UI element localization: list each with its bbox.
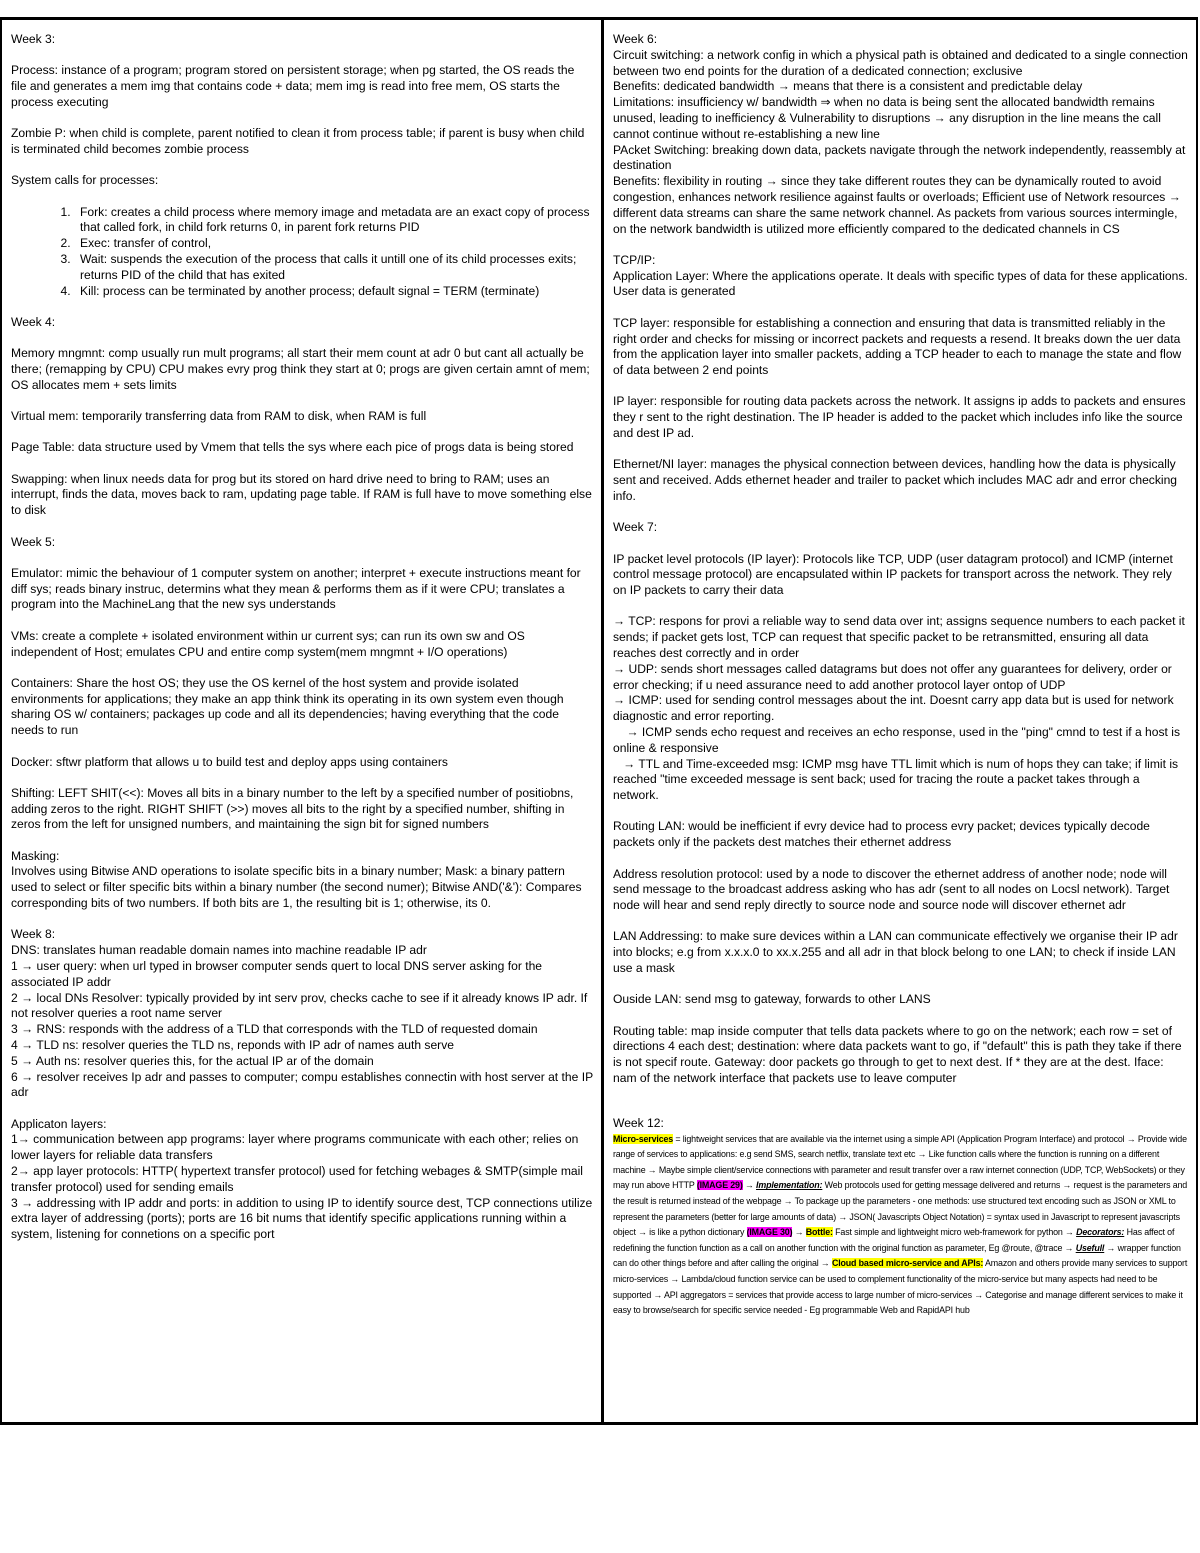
process-note: Process: instance of a program; program stored on persistent storage; when pg started, the OS reads the file and generates a mem img that contains code + data; mem img is read into free mem, OS starts the process executing bbox=[11, 63, 575, 109]
app-layers-line: 2→ app layer protocols: HTTP( hypertext transfer protocol) used for fetching webages & SMTP(simple mail transfer protocol) used for sending emails bbox=[11, 1164, 583, 1194]
implementation-label: Implementation: bbox=[756, 1180, 823, 1191]
week12-paragraph bbox=[613, 1132, 1188, 1319]
memory-note: Memory mngmnt: comp usually run mult programs; all start their mem count at adr 0 but cant all actually be there; (remapping by CPU) CPU makes evry prog think they start at 0; progs are given certain amnt of mem; OS allocates mem + sets limits bbox=[11, 346, 590, 392]
protocol-line: → ICMP sends echo request and receives an echo response, used in the "ping" cmnd to test if a host is online & responsive bbox=[613, 724, 1184, 755]
shifting-note: Shifting: LEFT SHIT(<<): Moves all bits in a binary number to the left by a specified number of positiobns, adding zeros to the right. RIGHT SHIFT (>>) moves all bits to the right by a specified number, shifting in zeros from the left for unsigned numbers, and maintaining the sign bit for signed numbers bbox=[11, 785, 574, 832]
outside-lan-note: Ouside LAN: send msg to gateway, forwards to other LANS bbox=[613, 992, 931, 1007]
lan-addressing-note: LAN Addressing: to make sure devices within a LAN can communicate effectively we organise their IP adr into blocks; e.g from x.x.x.0 to xx.x.255 and all adr in that block belong to one LAN; to check if inside LAN use a mask bbox=[613, 929, 1178, 976]
swapping-note: Swapping: when linux needs data for prog but its stored on hard drive need to bring to RAM; uses an interrupt, finds the data, moves back to ram, updating page table. If RAM is full have to move something else to disk bbox=[11, 471, 592, 518]
week6-heading: Week 6: bbox=[613, 32, 658, 46]
protocol-line: → TCP: respons for provi a reliable way to send data over int; assigns sequence numbers to each packet it sends; if packet gets lost, TCP can request that specific packet to be retransmitted, ensuring all data reaches dest correctly and in order bbox=[613, 614, 1185, 660]
list-item: 1. Fork: creates a child process where memory image and metadata are an exact copy of process that called fork, in child fork returns 0, in parent fork returns PID bbox=[74, 205, 593, 237]
protocol-line: → TTL and Time-exceeded msg: ICMP msg have TTL limit which is num of hops they can take; if limit is reached "time exceeded message is sent back; used for tracing the route a packet takes through a network. bbox=[613, 756, 1182, 803]
image-30-ref: (IMAGE 30) bbox=[746, 1227, 793, 1238]
vms-note: VMs: create a complete + isolated environment within ur current sys; can run its own sw and OS independent of Host; emulates CPU and entire comp system(mem mngmnt + I/O operations) bbox=[11, 628, 525, 659]
week6-line: Circuit switching: a network config in which a physical path is obtained and dedicated to a single connection between two end points for the duration of a dedicated connection; exclusive bbox=[613, 47, 1188, 78]
ip-packet-note: IP packet level protocols (IP layer): Protocols like TCP, UDP (user datagram protocol) and ICMP (internet control message protocol) are encapsulated within IP packets for transport across the network. They rely on IP packets to carry their data bbox=[613, 551, 1173, 598]
week6-line: Benefits: dedicated bandwidth → means that there is a consistent and predictable delay bbox=[613, 79, 1083, 94]
ip-layer-note: IP layer: responsible for routing data packets across the network. It assigns ip adds to packets and ensures they r sent to the right destination. The IP header is added to the packet which includes info like the source and dest IP ad. bbox=[613, 394, 1186, 441]
week8-line: DNS: translates human readable domain names into machine readable IP adr bbox=[11, 943, 427, 958]
containers-note: Containers: Share the host OS; they use the OS kernel of the host system and provide isolated environments for applications; they make an app think think its operating in its own system even though sharing OS w/ containers; packages up code and all its dependencies; having everything that the code needs to run bbox=[11, 675, 564, 738]
arp-note: Address resolution protocol: used by a node to discover the ethernet address of another node; node will send message to the broadcast address asking who has adr (sent to all nodes on Locsl network). Target node will hear and send reply directly to source node and source node will discover ethernet adr bbox=[613, 866, 1170, 913]
protocol-line: → UDP: sends short messages called datagrams but does not offer any guarantees for delivery, order or error checking; if u need assurance need to add another protocol layer ontop of UDP bbox=[613, 661, 1172, 692]
week5-heading: Week 5: bbox=[11, 534, 56, 549]
masking-note: Involves using Bitwise AND operations to isolate specific bits in a binary number; Mask: a binary pattern used to select or filter specific bits within a binary number (the second numer); Bitwise AND('&'): Compares corresponding bits of two numbers. If both bits are 1, the resulting bit is 1; otherwise, its 0. bbox=[11, 864, 582, 911]
week3-heading: Week 3: bbox=[11, 32, 56, 46]
right-column bbox=[604, 20, 1196, 1422]
list-item: 4. Kill: process can be terminated by another process; default signal = TERM (terminate) bbox=[74, 284, 593, 300]
routing-lan-note: Routing LAN: would be inefficient if evry device had to process evry packet; devices typically decode packets only if the packets dest matches their ethernet address bbox=[613, 819, 1150, 850]
bottle-label: Bottle: bbox=[805, 1227, 833, 1238]
week8-line: 2 → local DNs Resolver: typically provided by int serv prov, checks cache to see if it already knows IP adr. If not resolver queries a root name server bbox=[11, 990, 588, 1021]
application-layer-note: Application Layer: Where the applications operate. It deals with specific types of data for these applications. User data is generated bbox=[613, 268, 1188, 299]
week12-text: Amazon and others provide many services to support micro-services → Lambda/cloud function service can be used to complement functionality of the micro-service but many aspects had need to be supported → API aggregators = services that provide access to large number of micro-services → Categorise and manage different services to make it easy to browse/search for specific service needed - Eg programmable Web and RapidAPI hub bbox=[613, 1258, 1188, 1316]
app-layers-heading: Applicaton layers: bbox=[11, 1116, 107, 1131]
ethernet-layer-note: Ethernet/NI layer: manages the physical connection between devices, handling how the data is physically sent and received. Adds ethernet header and trailer to packet which includes MAC adr and error checking info. bbox=[613, 457, 1178, 503]
week12-text: Web protocols used for getting message delivered and returns → request is the parameters and the result is returned instead of the webpage → To package up the parameters - one methods: use structured text encoding such as JSON or XML to represent the parameters (better for large amounts of data) → JSON( Javascripts Object Notation) = syntax used in Javascript to represent javascripts object → is like a python dictionary bbox=[613, 1180, 1188, 1238]
micro-services-label: Micro-services bbox=[613, 1133, 674, 1144]
week12-text: = lightweight services that are available via the internet using a simple API (Application Program Interface) and protocol → Provide wide range of services to applications: e.g send SMS, search netflix, translate text etc → Like function calls where the function is running on a different machine → Maybe simple client/service connections with parameter and result transfer over a raw internet connection (UDP, TCP, WebSockets) or they may run above HTTP bbox=[613, 1133, 1187, 1191]
week8-line: 6 → resolver receives Ip adr and passes to computer; compu establishes connectin with host server at the IP adr bbox=[11, 1069, 593, 1100]
tcp-layer-note: TCP layer: responsible for establishing a connection and ensuring that data is transmitted reliably in the right order and checks for missing or incorrect packets and requests a resend. It breaks down the uer data from the application layer into smaller packets, adding a TCP header to each to manage the state and flow of data between 2 end points bbox=[613, 315, 1182, 378]
week8-line: 3 → RNS: responds with the address of a TLD that corresponds with the TLD of requested domain bbox=[11, 1022, 538, 1037]
list-item: 2. Exec: transfer of control, bbox=[74, 236, 593, 252]
app-layers-line: 3 → addressing with IP addr and ports: in addition to using IP to identify source dest, TCP connections utilize extra layer of addressing (ports); ports are 16 bit nums that identify specific applications running within a system, listening for connetions on a specific port bbox=[11, 1195, 593, 1242]
masking-heading: Masking: bbox=[11, 848, 60, 863]
week6-line: Benefits: flexibility in routing → since they take different routes they can be dynamically routed to avoid congestion, enhances network resilience against faults or overloads; Efficient use of Network resources → different data streams can share the same network channel. As packets from various sources intermingle, on the network bandwidth is utilized more efficiently compared to the dedicated channels in CS bbox=[613, 174, 1181, 236]
protocol-line: → ICMP: used for sending control messages about the int. Doesnt carry app data but is used for network diagnostic and error reporting. bbox=[613, 693, 1174, 724]
week4-heading: Week 4: bbox=[11, 314, 56, 329]
left-column bbox=[2, 20, 604, 1422]
week12-text: → bbox=[792, 1227, 806, 1238]
week12-text: → bbox=[742, 1180, 757, 1191]
list-item: 3. Wait: suspends the execution of the process that calls it untill one of its child processes exits; returns PID of the child that has exited bbox=[74, 252, 593, 284]
week8-line: 4 → TLD ns: resolver queries the TLD ns, reponds with IP adr of names auth serve bbox=[11, 1037, 454, 1052]
week8-line: 1 → user query: when url typed in browser computer sends quert to local DNS server asking for the associated IP addr bbox=[11, 958, 543, 989]
notes-sheet bbox=[0, 17, 1198, 1425]
routing-table-note: Routing table: map inside computer that tells data packets where to go on the network; each row = set of directions 4 each dest; destination: where data packets want to go, if "default" this is path they take if there is not specif route. Gateway: door packets go through to get to next dest. If * they are at the dest. Iface: nam of the network interface that packets use to leave computer bbox=[613, 1023, 1182, 1086]
emulator-note: Emulator: mimic the behaviour of 1 computer system on another; interpret + execute instructions meant for diff sys; reads binary instruc, determins what they mean & performs them as if it were CPU; translates a program into the MachineLang that the new sys understands bbox=[11, 565, 581, 612]
syscalls-list bbox=[11, 205, 593, 300]
week6-line: PAcket Switching: breaking down data, packets navigate through the network independently, reassembly at destination bbox=[613, 142, 1186, 173]
zombie-note: Zombie P: when child is complete, parent notified to clean it from process table; if parent is busy when child is terminated child becomes zombie process bbox=[11, 126, 585, 156]
week12-heading: Week 12: bbox=[613, 1115, 664, 1130]
app-layers-line: 1→ communication between app programs: layer where programs communicate with each other; relies on lower layers for reliable data transfers bbox=[11, 1132, 579, 1163]
virtual-mem-note: Virtual mem: temporarily transferring data from RAM to disk, when RAM is full bbox=[11, 409, 427, 424]
week12-text: → wrapper function can do other things before and after calling the original → bbox=[613, 1242, 1181, 1269]
week8-heading: Week 8: bbox=[11, 927, 56, 942]
week7-heading: Week 7: bbox=[613, 520, 658, 535]
week8-line: 5 → Auth ns: resolver queries this, for the actual IP ar of the domain bbox=[11, 1053, 374, 1068]
decorators-label: Decorators: bbox=[1076, 1227, 1125, 1238]
page-table-note: Page Table: data structure used by Vmem that tells the sys where each pice of progs data is being stored bbox=[11, 440, 574, 455]
docker-note: Docker: sftwr platform that allows u to build test and deploy apps using containers bbox=[11, 754, 448, 769]
cloud-label: Cloud based micro-service and APIs: bbox=[831, 1258, 984, 1269]
week12-text: Has affect of redefining the function function as a call on another function with the original function as parameter, Eg @route, @trace → bbox=[613, 1227, 1175, 1253]
usefull-label: Usefull bbox=[1075, 1242, 1105, 1253]
week6-line: Limitations: insufficiency w/ bandwidth ⇒ when no data is being sent the allocated bandwidth remains unused, leading to inefficiency & Vulnerability to disruptions → any disruption in the line means the call cannot continue without re-establishing a new line bbox=[613, 95, 1161, 141]
week12-text: Fast simple and lightweight micro web-framework for python → bbox=[832, 1227, 1077, 1238]
tcpip-heading: TCP/IP: bbox=[613, 252, 656, 267]
image-29-ref: (IMAGE 29) bbox=[696, 1180, 743, 1191]
syscalls-heading: System calls for processes: bbox=[11, 173, 159, 188]
